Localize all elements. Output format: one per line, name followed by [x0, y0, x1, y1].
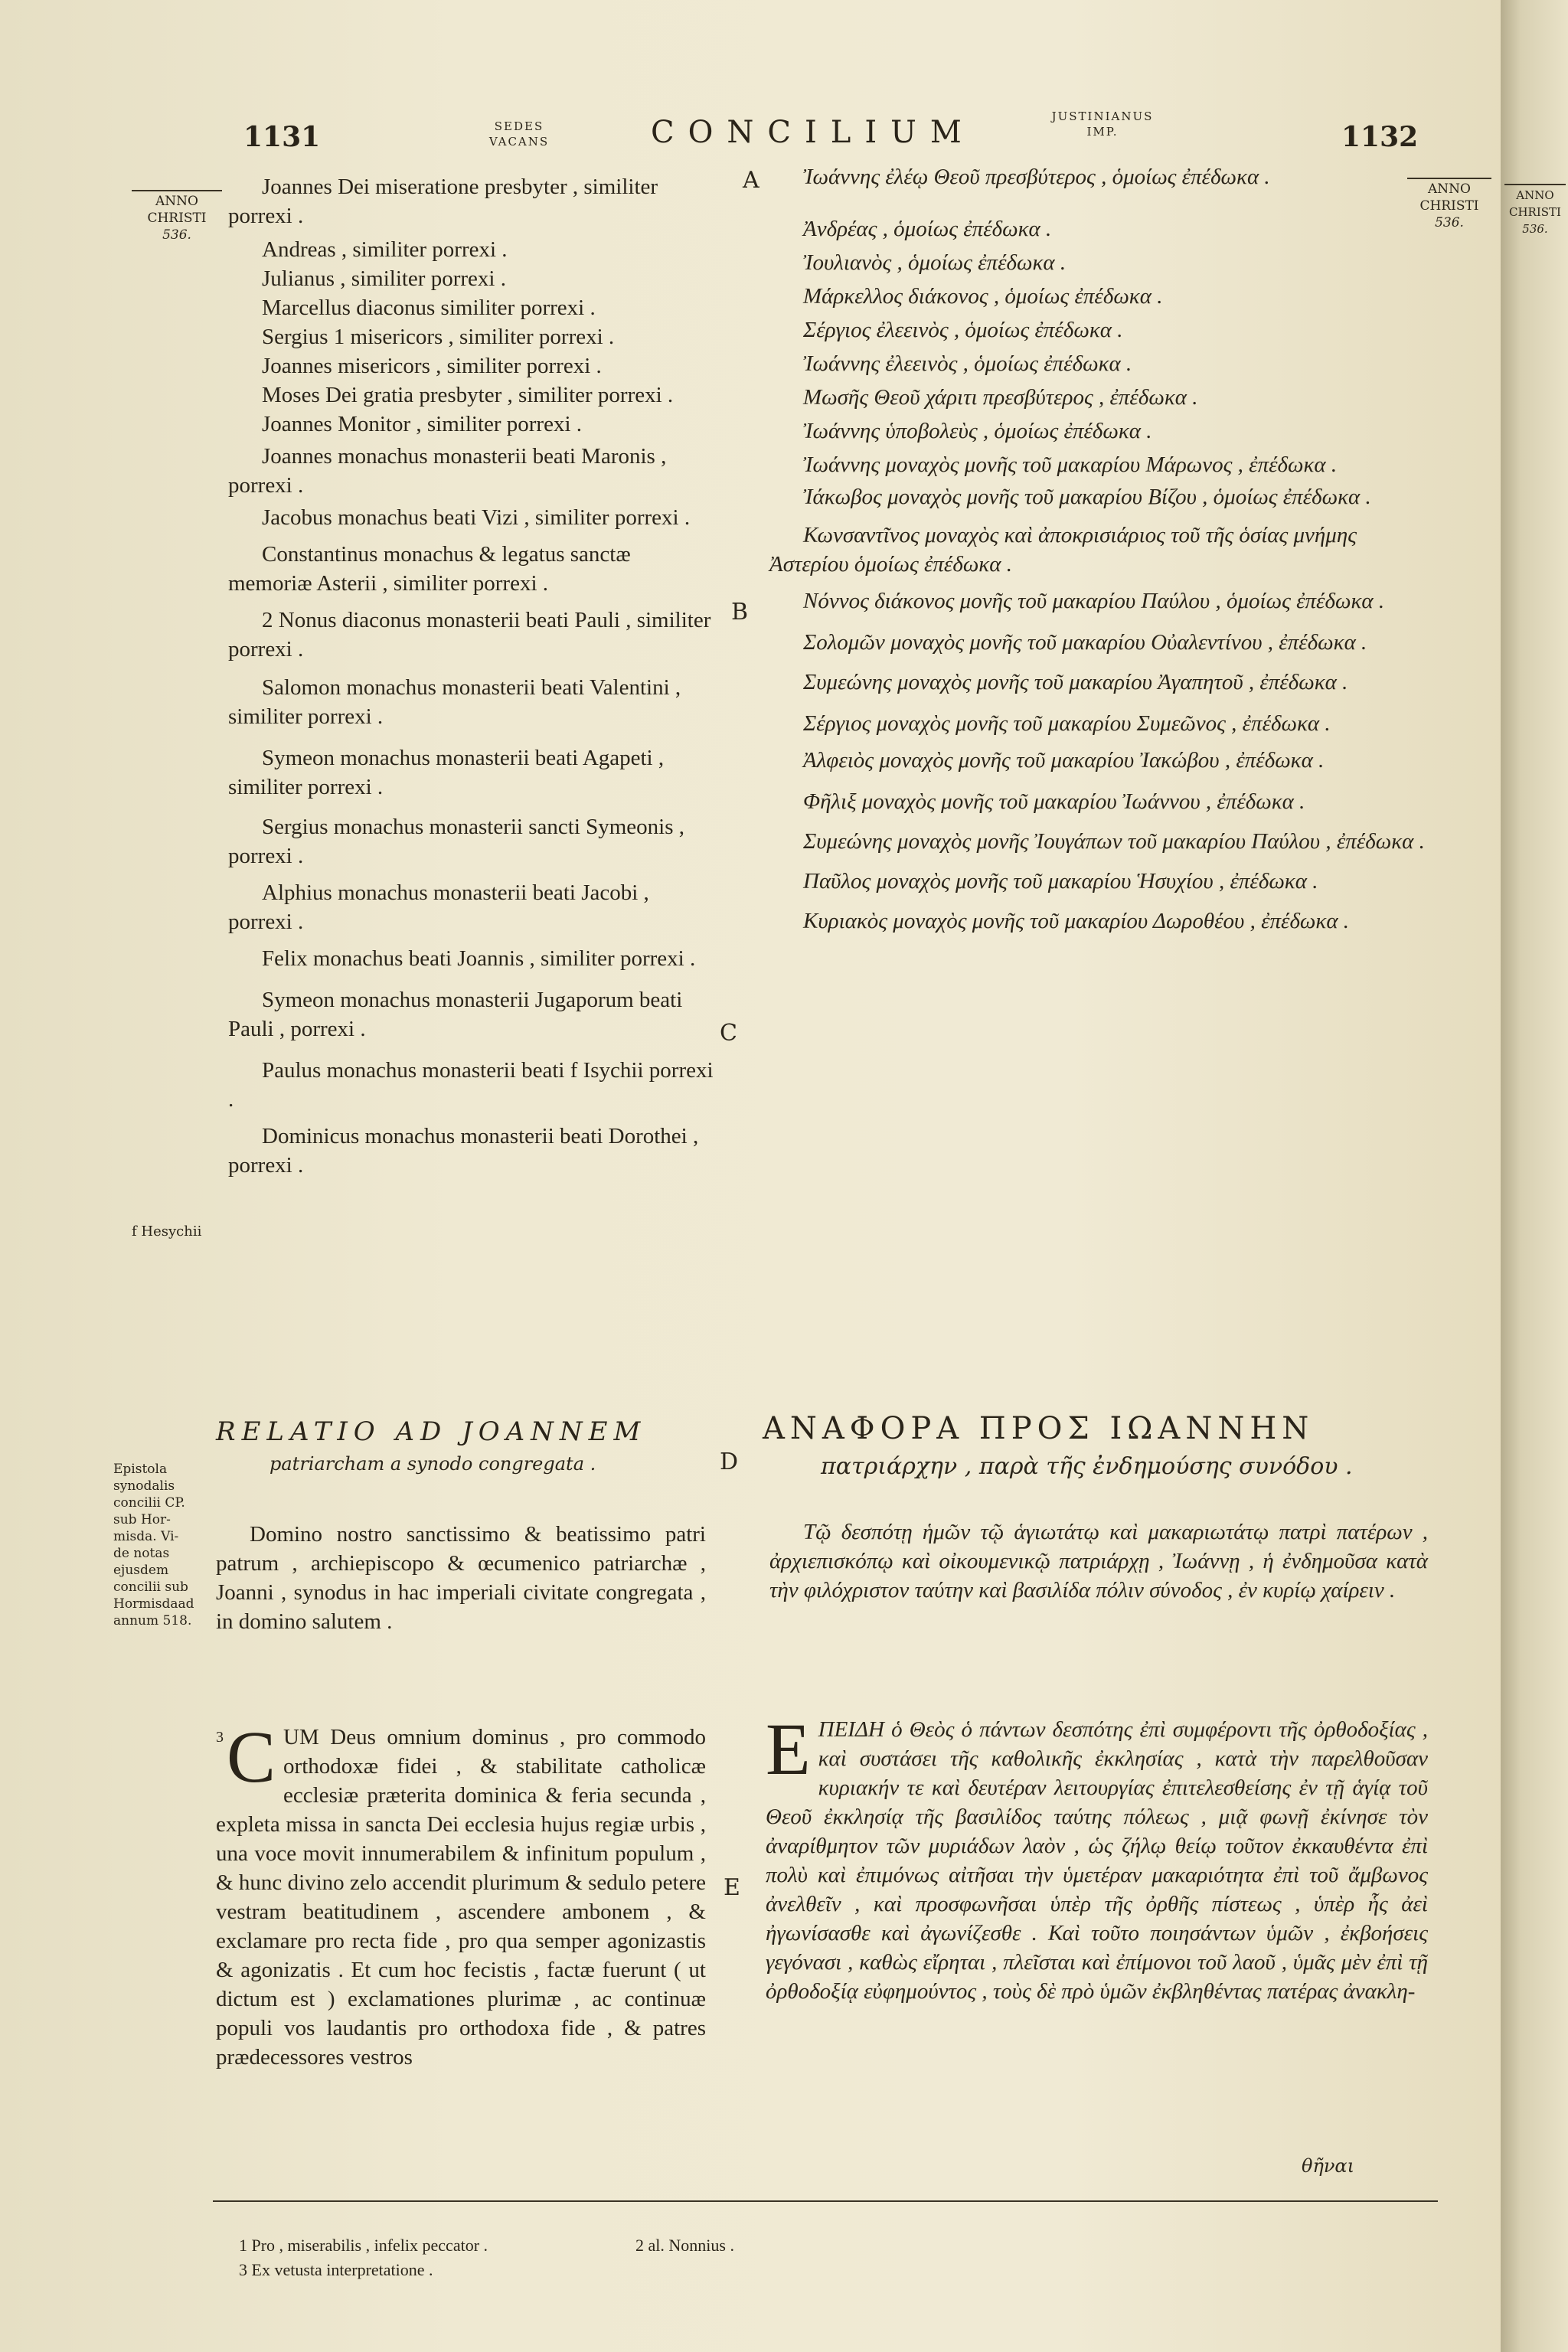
signature-entry: Συμεώνης μοναχὸς μονῆς Ἰουγάπων τοῦ μακαρίου Παύλου , ἐπέδωκα .	[803, 829, 1425, 854]
relatio-title-greek: ΑΝΑΦΟΡΑ ΠΡΟΣ ΙΩΑΝΝΗΝ	[763, 1411, 1315, 1446]
signature-entry: Joannes misericors , similiter porrexi .	[262, 354, 602, 378]
year-label: 536.	[1435, 215, 1464, 230]
year-label: 536.	[162, 227, 191, 243]
relatio-subtitle-greek: πατριάρχην , παρὰ τῆς ἐνδημούσης συνόδου .	[821, 1453, 1353, 1480]
margin-anno-edge	[1504, 184, 1566, 237]
signature-entry: Moses Dei gratia presbyter , similiter porrexi .	[262, 383, 674, 407]
signature-entry: Sergius 1 misericors , similiter porrexi .	[262, 325, 615, 349]
row-letter-d: D	[720, 1449, 739, 1475]
body-greek-text: ΠΕΙΔΗ ὁ Θεὸς ὁ πάντων δεσπότης ἐπὶ συμφέροντι τῆς ὀρθοδοξίας , καὶ συστάσει τῆς καθολικῆς ἐκκλησίας , κατὰ τὴν παρελθοῦσαν κυριακήν τε καὶ δευτέραν λειτουργίας ἐπιτελεσθείσης ἐν τῇ ἁγίᾳ τοῦ Θεοῦ ἐκκλησίᾳ τῆς βασιλίδος ταύτης πόλεως , μιᾷ φωνῇ ἐκίνησε τὸν ἀναρίθμητον τῶν μυριάδων λαὸν , ὡς ζήλῳ θείῳ τοῦτον ἐκκαυθέντα ἐπὶ πολὺ καὶ ἐπιμόνως αἰτῆσαι τὴν ὑμετέραν μακαριότητα ἐπὶ τοῦ ἄμβωνος ἀνελθεῖν , καὶ προσφωνῆσαι ὑπὲρ τῆς ὀρθῆς πίστεως , ὑπὲρ ἧς ἀεὶ ἠγωνίσασθε καὶ ἀγωνίζεσθε . Καὶ τοῦτο ποιησάντων ὑμῶν , ἐκβοήσεις γεγόνασι , καθὼς εἴρηται , πλεῖσται καὶ ἐπίμονοι τοῦ λαοῦ , ὑμᾶς μὲν ἐπὶ τῇ ὀρθοδοξίᾳ εὐφημούντος , τοὺς δὲ πρὸ ὑμῶν ἐκβληθέντας πατέρας ἀνακλη-	[766, 1717, 1428, 2004]
signature-entry: Σέργιος ἐλεεινὸς , ὁμοίως ἐπέδωκα .	[803, 318, 1123, 342]
signature-entry: Constantinus monachus & legatus sanctæ memoriæ Asterii , similiter porrexi .	[228, 542, 631, 596]
signature-entry: Paulus monachus monasterii beati f Isychii porrexi .	[228, 1058, 714, 1112]
footnote-3: 3 Ex vetusta interpretatione .	[239, 2260, 433, 2279]
signature-entry: Joannes Monitor , similiter porrexi .	[262, 412, 583, 436]
header-sedes-vacans	[481, 119, 557, 149]
signature-entry: Ἰωάννης μοναχὸς μονῆς τοῦ μακαρίου Μάρωνος , ἐπέδωκα .	[803, 452, 1338, 477]
signature-entry: Alphius monachus monasterii beati Jacobi , porrexi .	[228, 880, 649, 934]
margin-note-line: de notas	[113, 1546, 170, 1561]
signature-entry: Φῆλιξ μοναχὸς μονῆς τοῦ μακαρίου Ἰωάννου , ἐπέδωκα .	[803, 789, 1305, 814]
header-vacans: VACANS	[488, 135, 550, 149]
row-letter-b: B	[731, 599, 749, 626]
signature-entry: Ἰωάννης ἐλεεινὸς , ὁμοίως ἐπέδωκα .	[803, 351, 1132, 376]
margin-note-line: concilii CP.	[113, 1495, 185, 1511]
signature-entry: Ἰουλιανὸς , ὁμοίως ἐπέδωκα .	[803, 250, 1067, 275]
body-greek	[766, 1708, 1428, 2006]
address-greek: Τῷ δεσπότῃ ἡμῶν τῷ ἁγιωτάτῳ καὶ μακαριωτάτῳ πατρὶ πατέρων , ἀρχιεπισκόπῳ καὶ οἰκουμενικῷ πατριάρχῃ , Ἰωάννῃ , ἡ ἐνδημοῦσα κατὰ τὴν φιλόχριστον ταύτην καὶ βασιλίδα πόλιν σύνοδος , ἐν κυρίῳ χαίρειν .	[769, 1520, 1428, 1602]
margin-note-line: concilii sub	[113, 1579, 188, 1595]
christi-label: CHRISTI	[147, 211, 207, 226]
anno-label: ANNO	[155, 194, 198, 209]
signature-entry: Σολομῶν μοναχὸς μονῆς τοῦ μακαρίου Οὐαλεντίνου , ἐπέδωκα .	[803, 630, 1367, 655]
signature-entry: Symeon monachus monasterii Jugaporum beati Pauli , porrexi .	[228, 988, 683, 1041]
margin-note-line: synodalis	[113, 1478, 175, 1494]
signature-entry: Παῦλος μοναχὸς μονῆς τοῦ μακαρίου Ἡσυχίου , ἐπέδωκα .	[803, 869, 1318, 893]
header-sedes: SEDES	[494, 119, 544, 133]
page-title: CONCILIUM	[651, 115, 975, 150]
header-emperor	[1037, 109, 1168, 139]
address-latin: Domino nostro sanctissimo & beatissimo patri patrum , archiepiscopo & œcumenico patriarchæ , Joanni , synodus in hac imperiali civitate congregata , in domino salutem .	[216, 1522, 706, 1634]
signature-entry: Dominicus monachus monasterii beati Dorothei , porrexi .	[228, 1124, 699, 1178]
signature-entry: Ἰωάννης ἐλέῳ Θεοῦ πρεσβύτερος , ὁμοίως ἐπέδωκα .	[803, 165, 1270, 189]
anno-label: ANNO	[1428, 181, 1471, 197]
signature-entry: Κωνσαντῖνος μοναχὸς καὶ ἀποκρισιάριος τοῦ τῆς ὁσίας μνήμης Ἀστερίου ὁμοίως ἐπέδωκα .	[769, 523, 1357, 577]
header-justinianus: JUSTINIANUS	[1051, 109, 1154, 123]
margin-note-line: sub Hor-	[113, 1512, 171, 1527]
body-latin	[216, 1716, 706, 2072]
page-number-right: 1132	[1341, 121, 1419, 153]
signature-entry: Μάρκελλος διάκονος , ὁμοίως ἐπέδωκα .	[803, 284, 1163, 309]
signature-entry: Ἀνδρέας , ὁμοίως ἐπέδωκα .	[803, 217, 1052, 241]
signature-entry: Ἰωάννης ὑποβολεὺς , ὁμοίως ἐπέδωκα .	[803, 419, 1152, 443]
footnote-mark: 3	[216, 1729, 224, 1746]
page-number-left: 1131	[243, 121, 321, 153]
footnote-rule	[213, 2200, 1438, 2202]
body-latin-text: UM Deus omnium dominus , pro commodo orthodoxæ fidei , & stabilitate catholicæ ecclesiæ præterita dominica & feria secunda , expleta missa in sancta Dei ecclesia hujus regiæ urbis , una voce movit innumerabilem & infinitum populum , & hunc divino zelo accendit plurimum & sedulo petere vestram beatitudinem , ascendere ambonem , & exclamare pro recta fide , pro qua semper agonizastis & agonizatis . Et cum hoc fecistis , factæ fuerunt ( ut dictum est ) exclamationes plurimæ , ac continuæ populi vos laudantis pro orthodoxa fide , & patres prædecessores vestros	[216, 1725, 706, 2069]
relatio-subtitle-latin: patriarcham a synodo congregata .	[270, 1453, 596, 1475]
anno-label: ANNO	[1516, 188, 1554, 202]
row-letter-e: E	[724, 1874, 740, 1901]
signature-entry: Ἰάκωβος μοναχὸς μονῆς τοῦ μακαρίου Βίζου , ὁμοίως ἐπέδωκα .	[803, 485, 1371, 509]
christi-label: CHRISTI	[1509, 205, 1561, 219]
margin-anno-left	[132, 190, 222, 243]
relatio-title-latin: RELATIO AD JOANNEM	[216, 1416, 647, 1447]
signature-entry: Sergius monachus monasterii sancti Symeonis , porrexi .	[228, 815, 685, 868]
signature-entry: 2 Nonus diaconus monasterii beati Pauli , similiter porrexi .	[228, 608, 711, 662]
margin-note-line: annum 518.	[113, 1613, 192, 1628]
header-imp: IMP.	[1086, 125, 1119, 139]
signature-entry: Andreas , similiter porrexi .	[262, 237, 508, 262]
signature-entry: Κυριακὸς μοναχὸς μονῆς τοῦ μακαρίου Δωροθέου , ἐπέδωκα .	[803, 909, 1350, 933]
signature-entry: Νόννος διάκονος μονῆς τοῦ μακαρίου Παύλου , ὁμοίως ἐπέδωκα .	[803, 589, 1385, 613]
greek-signature-column	[769, 162, 1428, 948]
signature-entry: Joannes monachus monasterii beati Maronis , porrexi .	[228, 444, 667, 498]
margin-note-epistola	[113, 1461, 217, 1629]
latin-signature-column	[228, 172, 718, 1191]
signature-entry: Ἀλφειὸς μοναχὸς μονῆς τοῦ μακαρίου Ἰακώβου , ἐπέδωκα .	[803, 748, 1325, 773]
margin-note-hesychii: f Hesychii	[132, 1223, 202, 1240]
signature-entry: Salomon monachus monasterii beati Valentini , similiter porrexi .	[228, 675, 681, 729]
row-letter-c: C	[720, 1020, 737, 1047]
margin-note-line: misda. Vi-	[113, 1529, 179, 1544]
signature-entry: Jacobus monachus beati Vizi , similiter porrexi .	[262, 505, 691, 530]
signature-entry: Julianus , similiter porrexi .	[262, 266, 506, 291]
drop-cap-latin: C	[227, 1716, 276, 1798]
margin-note-line: Hormisdaad	[113, 1596, 194, 1612]
page-gutter	[1501, 0, 1568, 2352]
signature-entry: Marcellus diaconus similiter porrexi .	[262, 296, 596, 320]
signature-entry: Μωσῆς Θεοῦ χάριτι πρεσβύτερος , ἐπέδωκα .	[803, 385, 1198, 410]
footnote-1: 1 Pro , miserabilis , infelix peccator .	[239, 2236, 488, 2255]
signature-entry: Σέργιος μοναχὸς μονῆς τοῦ μακαρίου Συμεῶνος , ἐπέδωκα .	[803, 711, 1331, 736]
signature-entry: Felix monachus beati Joannis , similiter porrexi .	[262, 946, 696, 971]
row-letter-a: A	[743, 167, 760, 194]
signature-entry: Joannes Dei miseratione presbyter , similiter porrexi .	[228, 175, 658, 228]
year-label: 536.	[1522, 222, 1548, 236]
margin-note-line: ejusdem	[113, 1563, 169, 1578]
signature-entry: Symeon monachus monasterii beati Agapeti , similiter porrexi .	[228, 746, 665, 799]
drop-cap-greek: Ε	[766, 1708, 811, 1790]
footnote-2: 2 al. Nonnius .	[635, 2236, 734, 2255]
catchword: θῆναι	[1302, 2155, 1355, 2177]
signature-entry: Συμεώνης μοναχὸς μονῆς τοῦ μακαρίου Ἀγαπητοῦ , ἐπέδωκα .	[803, 670, 1348, 694]
christi-label: CHRISTI	[1419, 198, 1479, 214]
margin-note-line: Epistola	[113, 1462, 168, 1477]
